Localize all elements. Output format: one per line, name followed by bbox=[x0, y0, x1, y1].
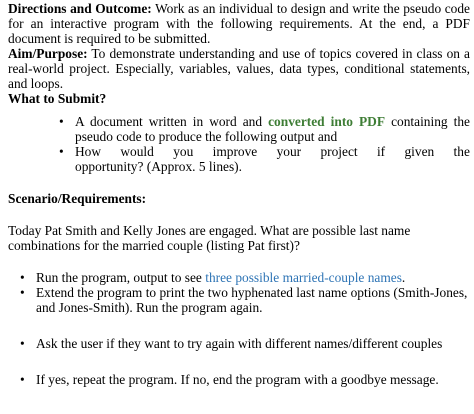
requirements-list bbox=[8, 270, 470, 387]
requirement-hyphenated bbox=[8, 285, 470, 315]
bullet-icon: • bbox=[20, 372, 25, 387]
submit-item-document-text bbox=[75, 114, 470, 144]
aim-label: Aim/Purpose: bbox=[8, 46, 88, 61]
improve-word: the bbox=[453, 144, 470, 159]
improve-word: your bbox=[276, 144, 302, 159]
aim-paragraph bbox=[8, 46, 470, 91]
requirement-run-post: . bbox=[401, 270, 406, 285]
bullet-icon: • bbox=[20, 336, 25, 351]
submit-item-improve-line1 bbox=[75, 144, 470, 159]
improve-word: you bbox=[173, 144, 194, 159]
improve-word: improve bbox=[212, 144, 258, 159]
submit-item-improve bbox=[8, 144, 470, 174]
improve-word: if bbox=[376, 144, 386, 159]
requirement-run-program bbox=[8, 270, 470, 285]
scenario-intro: Today Pat Smith and Kelly Jones are engaged. What are possible last name combinations for the married couple (listing Pat first)? bbox=[8, 223, 411, 253]
aim-text: To demonstrate understanding and use of topics covered in class on a real-world project. Especially, variables, values, data types, conditional statements, and loops. bbox=[8, 46, 470, 91]
bullet-icon: • bbox=[20, 285, 25, 300]
directions-paragraph bbox=[8, 1, 470, 46]
requirement-run-pre: Run the program, output to see bbox=[36, 270, 206, 285]
submit-item-document-post: containing the pseudo code to produce the following output and bbox=[75, 114, 470, 144]
submit-item-document bbox=[8, 114, 470, 144]
directions-text: Work as an individual to design and write the pseudo code for an interactive program with the following requirements. At the end, a PDF document is required to be submitted. bbox=[8, 1, 470, 46]
requirement-repeat-text: If yes, repeat the program. If no, end the program with a goodbye message. bbox=[36, 372, 439, 387]
requirement-try-again-text: Ask the user if they want to try again with different names/different couples bbox=[36, 336, 443, 351]
assignment-document bbox=[8, 1, 470, 387]
bullet-icon: • bbox=[59, 144, 64, 159]
married-names-highlight: three possible married-couple names bbox=[205, 270, 402, 285]
submit-item-document-pre: A document written in word and bbox=[75, 114, 269, 129]
converted-to-pdf-highlight: converted into PDF bbox=[268, 114, 386, 129]
submit-item-improve-line2: opportunity? (Approx. 5 lines). bbox=[75, 159, 242, 174]
requirement-hyphenated-text: Extend the program to print the two hyphenated last name options (Smith-Jones, and Jones-Smith). Run the program again. bbox=[36, 285, 468, 315]
improve-word: would bbox=[120, 144, 154, 159]
bullet-icon: • bbox=[59, 114, 64, 129]
improve-word: project bbox=[320, 144, 358, 159]
what-to-submit-heading: What to Submit? bbox=[8, 91, 107, 106]
improve-word: given bbox=[404, 144, 435, 159]
requirement-repeat bbox=[8, 372, 470, 387]
improve-word: How bbox=[75, 144, 102, 159]
bullet-icon: • bbox=[20, 270, 25, 285]
requirement-run-program-text bbox=[36, 270, 470, 285]
requirement-try-again bbox=[8, 336, 470, 351]
scenario-heading: Scenario/Requirements: bbox=[8, 191, 147, 206]
directions-label: Directions and Outcome: bbox=[8, 1, 152, 16]
submit-list bbox=[8, 114, 470, 174]
